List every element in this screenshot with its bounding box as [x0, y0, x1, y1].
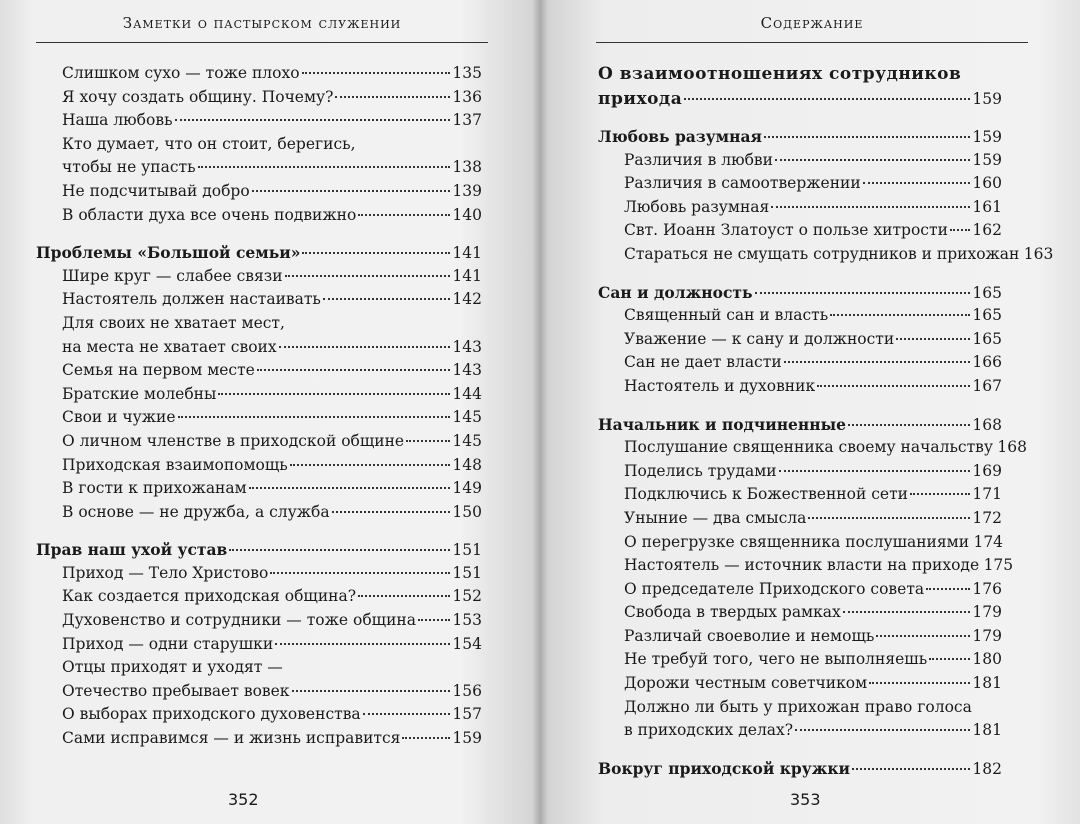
dot-leader [764, 132, 970, 138]
toc-entry-title: Различия в любви [624, 150, 773, 169]
toc-entry-title: Как создается приходская община? [62, 587, 357, 606]
toc-page-number: 171 [972, 485, 1002, 504]
toc-entry[interactable] [598, 648, 1002, 672]
toc-entry[interactable] [598, 196, 1002, 220]
toc-entry-title: Прав наш ухой устав [36, 540, 228, 560]
toc-page-number: 165 [972, 329, 1002, 348]
toc-section-heading[interactable] [598, 757, 1002, 781]
toc-entry[interactable] [598, 304, 1002, 328]
toc-entry[interactable] [598, 328, 1002, 352]
toc-entry[interactable] [36, 477, 482, 501]
toc-entry-title: Различия в самоотвержении [624, 174, 861, 193]
header-rule-right [596, 42, 1028, 43]
toc-entry-title: Начальник и подчиненные [598, 414, 846, 434]
toc-page-number: 140 [452, 205, 482, 224]
toc-entry-title: О выборах приходского духовенства [62, 705, 361, 724]
toc-entry[interactable] [598, 351, 1002, 375]
dot-leader [402, 733, 450, 739]
toc-entry[interactable] [598, 219, 1002, 243]
dot-leader [252, 186, 450, 192]
dot-leader [335, 92, 450, 98]
toc-page-number: 162 [972, 221, 1002, 240]
toc-entry-title: Приход — Тело Христово [62, 563, 269, 582]
toc-entry[interactable] [598, 625, 1002, 649]
section-gap [598, 267, 1002, 281]
toc-entry-title: в приходских делах? [624, 721, 794, 740]
toc-entry[interactable] [36, 265, 482, 289]
toc-page-number: 165 [972, 283, 1002, 302]
dot-leader [926, 584, 970, 590]
toc-entry-title: Послушание священника своему начальству [624, 438, 993, 457]
toc-page-number: 141 [452, 266, 482, 285]
dot-leader [869, 678, 970, 684]
toc-entry[interactable] [598, 531, 1002, 555]
toc-page-number: 168 [972, 415, 1002, 434]
toc-entry[interactable] [36, 359, 482, 383]
toc-entry[interactable] [36, 406, 482, 430]
toc-entry[interactable] [36, 383, 482, 407]
toc-entry[interactable] [36, 430, 482, 454]
toc-entry-title: Отцы приходят и уходят — [62, 658, 283, 677]
toc-page-number: 159 [972, 89, 1002, 108]
dot-leader [302, 68, 450, 74]
toc-entry[interactable] [598, 172, 1002, 196]
page-number-right: 353 [790, 790, 821, 809]
toc-page-number: 149 [452, 479, 482, 498]
toc-page-number: 150 [452, 502, 482, 521]
toc-page-number: 157 [452, 705, 482, 724]
running-head-right: Содержание [760, 14, 864, 32]
dot-leader [784, 357, 970, 363]
toc-entry-title: Отечество пребывает вовек [62, 681, 290, 700]
toc-entry[interactable] [598, 436, 1027, 460]
dot-leader [910, 489, 970, 495]
toc-entry-title: В области духа все очень подвижно [62, 205, 357, 224]
dot-leader [285, 271, 450, 277]
running-head-left: Заметки о пастырском служении [122, 14, 402, 32]
dot-leader [755, 288, 970, 294]
dot-leader [852, 764, 970, 770]
toc-entry[interactable] [598, 460, 1002, 484]
toc-entry-title: Не подсчитывай добро [62, 181, 250, 200]
toc-entry-title: Сан и должность [598, 282, 753, 302]
toc-page-number: 166 [972, 353, 1002, 372]
toc-entry[interactable] [36, 727, 482, 751]
toc-entry-title: Не требуй того, чего не выполняешь [624, 650, 928, 669]
toc-page-number: 143 [452, 337, 482, 356]
dot-leader [848, 420, 970, 426]
toc-entry-title: О перегрузке священника послушаниями [624, 532, 970, 551]
toc-entry-title: В гости к прихожанам [62, 479, 247, 498]
toc-page-number: 175 [983, 556, 1014, 575]
toc-entry-title: Настоятель — источник власти на приходе [624, 556, 980, 575]
toc-page-number: 151 [452, 541, 482, 560]
toc-entry-title: Поделись трудами [624, 461, 777, 480]
dot-leader [684, 94, 970, 100]
dot-leader [275, 639, 450, 645]
toc-page-number: 165 [972, 306, 1002, 325]
dot-leader [808, 513, 970, 519]
toc-entry[interactable] [598, 375, 1002, 399]
dot-leader [229, 545, 450, 551]
toc-page-number: 159 [972, 150, 1002, 169]
toc-page-number: 142 [452, 290, 482, 309]
dot-leader [175, 115, 450, 121]
dot-leader [292, 686, 451, 692]
dot-leader [358, 210, 450, 216]
toc-entry-title: Настоятель и духовник [624, 376, 816, 395]
toc-page-number: 135 [452, 64, 482, 82]
toc-entry[interactable] [36, 180, 482, 204]
toc-entry-title: Я хочу создать общину. Почему? [62, 87, 334, 106]
toc-page-number: 179 [972, 626, 1002, 645]
toc-entry[interactable] [36, 501, 482, 525]
toc-entry-title: О председателе Приходского совета [624, 579, 925, 598]
toc-page-number: 143 [452, 361, 482, 380]
toc-entry-title: Свобода в твердых рамках [624, 603, 841, 622]
toc-page-number: 156 [452, 681, 482, 700]
toc-entry-title: Подключись к Божественной сети [624, 485, 908, 504]
page-number-left: 352 [228, 790, 259, 809]
toc-page-number: 144 [452, 384, 482, 403]
toc-page-number: 180 [972, 650, 1002, 669]
dot-leader [302, 248, 450, 254]
toc-entry[interactable] [598, 696, 1002, 743]
toc-entry-title: Должно ли быть у прихожан право голоса [624, 697, 972, 716]
toc-entry-title: Различай своеволие и немощь [624, 626, 875, 645]
toc-section-heading[interactable] [598, 62, 1002, 111]
toc-entry[interactable] [598, 601, 1002, 625]
toc-entry[interactable] [598, 554, 1014, 578]
dot-leader [771, 202, 970, 208]
toc-page-number: 154 [452, 634, 482, 653]
toc-page-number: 179 [972, 603, 1002, 622]
toc-entry-title: Дорожи честным советчиком [624, 674, 868, 693]
toc-entry-title: Для своих не хватает мест, [62, 313, 285, 332]
toc-page-number: 145 [452, 408, 482, 427]
toc-entry[interactable] [36, 204, 482, 228]
dot-leader [863, 178, 970, 184]
toc-entry-title: Кто думает, что он стоит, берегись, [62, 134, 356, 153]
toc-page-number: 182 [972, 759, 1002, 778]
toc-entry-title: Приход — одни старушки [62, 634, 274, 653]
toc-entry-title: Свт. Иоанн Златоуст о пользе хитрости [624, 221, 948, 240]
toc-section-heading[interactable] [36, 241, 482, 265]
toc-entry[interactable] [36, 585, 482, 609]
toc-entry[interactable] [36, 86, 482, 110]
dot-leader [876, 631, 970, 637]
toc-right [598, 62, 1054, 780]
toc-page-number: 159 [972, 128, 1002, 146]
right-page [540, 0, 1080, 824]
dot-leader [249, 483, 450, 489]
dot-leader [775, 155, 970, 161]
dot-leader [795, 725, 970, 731]
toc-entry-title: Свои и чужие [62, 408, 176, 427]
toc-section-heading[interactable] [36, 538, 482, 562]
dot-leader [279, 342, 450, 348]
toc-section-heading[interactable] [598, 125, 1002, 149]
toc-entry-title: Проблемы «Большой семьи» [36, 243, 301, 263]
toc-section-heading[interactable] [598, 281, 1002, 305]
dot-leader [218, 389, 450, 395]
toc-page-number: 145 [452, 431, 482, 450]
dot-leader [290, 460, 450, 466]
toc-page-number: 138 [452, 158, 482, 177]
toc-page-number: 181 [972, 721, 1002, 740]
dot-leader [178, 412, 450, 418]
toc-entry-title: Священный сан и власть [624, 306, 829, 325]
dot-leader [843, 607, 970, 613]
toc-page-number: 174 [973, 532, 1004, 551]
toc-entry[interactable] [36, 562, 482, 586]
dot-leader [257, 365, 450, 371]
dot-leader [323, 294, 450, 300]
toc-page-number: 167 [972, 376, 1002, 395]
toc-page-number: 139 [452, 181, 482, 200]
toc-entry[interactable] [598, 507, 1002, 531]
toc-entry-title: О взаимоотношениях сотрудников [598, 64, 962, 84]
toc-entry-title: Слишком сухо — тоже плохо [62, 64, 300, 82]
header-rule-left [36, 42, 488, 43]
toc-page-number: 163 [1023, 244, 1054, 263]
toc-entry[interactable] [598, 483, 1002, 507]
toc-entry-title: Шире круг — слабее связи [62, 266, 283, 285]
toc-entry[interactable] [36, 609, 482, 633]
dot-leader [779, 466, 970, 472]
toc-left [36, 62, 482, 751]
toc-entry-title: Любовь разумная [598, 127, 762, 146]
toc-entry[interactable] [36, 454, 482, 478]
toc-entry-title: на места не хватает своих [62, 337, 277, 356]
toc-entry-title: прихода [598, 88, 683, 109]
dot-leader [198, 162, 450, 168]
toc-page-number: 168 [997, 438, 1027, 457]
toc-entry[interactable] [36, 133, 482, 180]
dot-leader [270, 568, 450, 574]
toc-entry[interactable] [36, 656, 482, 703]
dot-leader [406, 436, 450, 442]
section-gap [598, 111, 1002, 125]
section-gap [36, 524, 482, 538]
toc-entry[interactable] [36, 62, 482, 86]
section-gap [36, 227, 482, 241]
dot-leader [363, 709, 450, 715]
toc-section-heading[interactable] [598, 413, 1002, 437]
toc-entry-title: О личном членстве в приходской общине [62, 431, 405, 450]
dot-leader [332, 507, 450, 513]
toc-page-number: 151 [452, 563, 482, 582]
dot-leader [418, 615, 450, 621]
toc-entry[interactable] [36, 312, 482, 359]
toc-entry-title: Настоятель должен настаивать [62, 290, 321, 309]
toc-entry[interactable] [36, 288, 482, 312]
toc-entry[interactable] [36, 633, 482, 657]
toc-page-number: 176 [972, 579, 1002, 598]
toc-page-number: 136 [452, 87, 482, 106]
toc-entry-title: Сан не дает власти [624, 353, 782, 372]
dot-leader [817, 381, 970, 387]
toc-entry[interactable] [598, 578, 1002, 602]
dot-leader [929, 654, 970, 660]
toc-entry[interactable] [598, 672, 1002, 696]
toc-page-number: 159 [452, 729, 482, 748]
section-gap [598, 399, 1002, 413]
dot-leader [896, 334, 970, 340]
toc-entry[interactable] [598, 243, 1054, 267]
section-gap [598, 743, 1002, 757]
toc-entry-title: Духовенство и сотрудники — тоже община [62, 611, 416, 630]
dot-leader [830, 310, 970, 316]
toc-entry[interactable] [36, 703, 482, 727]
toc-page-number: 169 [972, 461, 1002, 480]
toc-page-number: 152 [452, 587, 482, 606]
toc-entry[interactable] [36, 109, 482, 133]
toc-entry-title: Любовь разумная [624, 197, 770, 216]
toc-entry[interactable] [598, 149, 1002, 173]
toc-page-number: 160 [972, 174, 1002, 193]
toc-page-number: 181 [972, 674, 1002, 693]
toc-page-number: 153 [452, 611, 482, 630]
toc-page-number: 161 [972, 197, 1002, 216]
toc-page-number: 137 [452, 111, 482, 130]
toc-entry-title: Стараться не смущать сотрудников и прихожан [624, 244, 1020, 263]
toc-entry-title: Наша любовь [62, 111, 173, 130]
toc-entry-title: В основе — не дружба, а служба [62, 502, 330, 521]
toc-page-number: 141 [452, 244, 482, 263]
toc-page-number: 172 [972, 508, 1002, 527]
dot-leader [358, 591, 450, 597]
toc-entry-title: Вокруг приходской кружки [598, 758, 851, 778]
toc-entry-title: Приходская взаимопомощь [62, 455, 288, 474]
toc-entry-title: Семья на первом месте [62, 361, 255, 380]
dot-leader [950, 225, 970, 231]
toc-entry-title: Братские молебны [62, 384, 217, 403]
toc-entry-title: Уныние — два смысла [624, 508, 807, 527]
toc-entry-title: Уважение — к сану и должности [624, 329, 895, 348]
toc-page-number: 148 [452, 455, 482, 474]
toc-entry-title: Сами исправимся — и жизнь исправится [62, 729, 401, 748]
toc-entry-title: чтобы не упасть [62, 158, 196, 177]
book-gutter [532, 0, 548, 824]
